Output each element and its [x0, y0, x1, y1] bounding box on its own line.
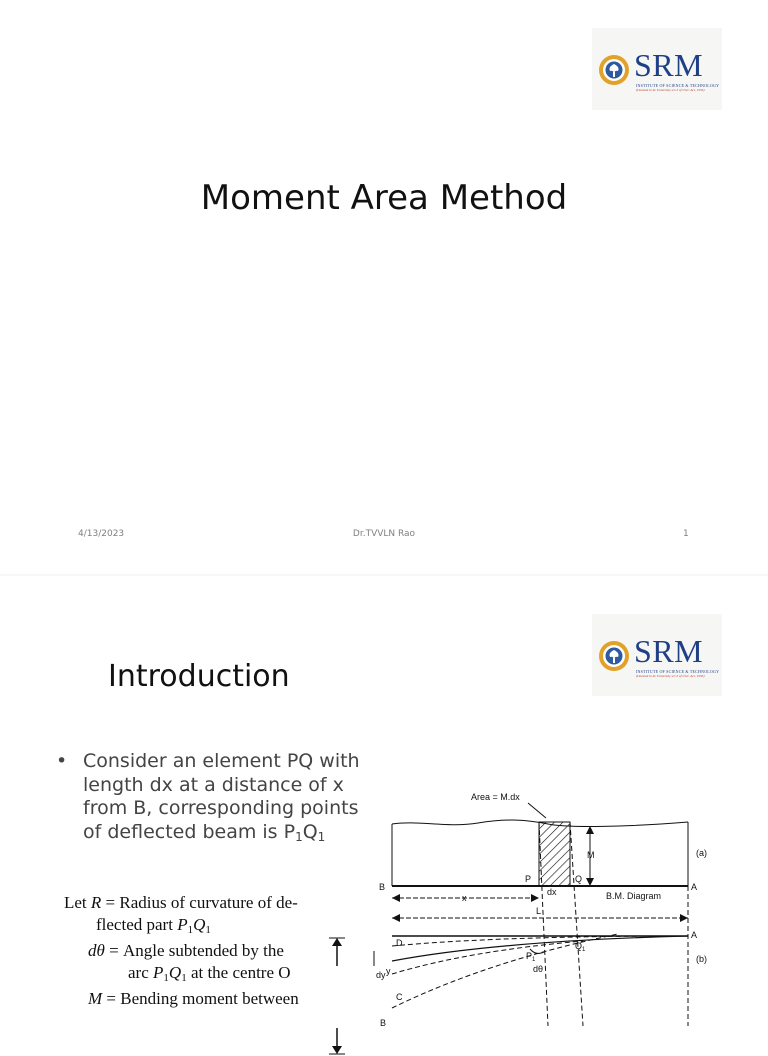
label-dy: dy	[376, 970, 386, 980]
dtheta-arc	[530, 949, 544, 953]
bullet-text: Consider an element PQ with length dx at a distance of x from B, corresponding points of deflected beam is $P_1Q_1$	[83, 750, 360, 844]
area-label: Area = M.dx	[471, 792, 520, 802]
srm-logo	[592, 614, 722, 696]
dtheta-arrows-icon	[326, 936, 348, 1056]
label-bm-diagram: B.M. Diagram	[606, 891, 662, 901]
slide-2	[0, 576, 768, 1028]
logo-subtitle: INSTITUTE OF SCIENCE & TECHNOLOGY	[636, 83, 720, 88]
logo-tagline: (Deemed to be University u/s 3 of UGC Act, 1956)	[636, 674, 705, 678]
definition-dtheta-line-1: dθ = Angle subtended by the	[88, 941, 284, 960]
definition-r-line-1: Let R = Radius of curvature of de-	[64, 893, 298, 912]
tangent-line-b	[392, 934, 618, 1008]
label-dx: dx	[547, 887, 557, 897]
label-q1: $Q_1$	[575, 941, 586, 953]
slide-title: Introduction	[108, 659, 290, 694]
logo-wordmark: SRM	[634, 47, 704, 83]
label-q: Q	[575, 874, 583, 884]
label-p: P	[525, 874, 532, 884]
logo-wordmark: SRM	[634, 633, 704, 669]
footer-page-number: 1	[683, 529, 689, 539]
label-y: y	[386, 966, 391, 976]
logo-subtitle: INSTITUTE OF SCIENCE & TECHNOLOGY	[636, 669, 720, 674]
label-b-part: (b)	[696, 954, 707, 964]
definition-r-line-2: flected part P1Q1	[96, 915, 211, 936]
label-d: D	[396, 938, 403, 948]
label-p1: $P_1$	[526, 951, 536, 963]
definition-m-line-1: M = Bending moment between	[88, 989, 299, 1008]
definition-dtheta-line-2: arc P1Q1 at the centre O	[128, 963, 291, 984]
label-b: B	[379, 882, 386, 892]
label-b2: B	[380, 1018, 387, 1028]
moment-strip-area	[539, 822, 570, 886]
tangent-line-c	[392, 941, 583, 974]
label-dtheta: dθ	[533, 964, 544, 974]
area-leader-line	[528, 803, 546, 818]
label-x: x	[462, 893, 467, 903]
label-l: L	[536, 906, 542, 916]
projection-line-q	[570, 822, 583, 1026]
label-m: M	[587, 850, 595, 860]
srm-logo	[592, 28, 722, 110]
bullet-icon: •	[56, 750, 68, 772]
label-a2: A	[691, 930, 698, 940]
label-a: A	[691, 882, 698, 892]
slide-title: Moment Area Method	[200, 178, 568, 218]
label-c: C	[396, 992, 403, 1002]
beam-diagram	[378, 786, 718, 1026]
logo-tagline: (Deemed to be University u/s 3 of UGC Act, 1956)	[636, 88, 705, 92]
deflected-beam	[392, 936, 688, 961]
footer-date: 4/13/2023	[78, 529, 125, 539]
footer-author: Dr.TVVLN Rao	[352, 529, 416, 539]
label-a-part: (a)	[696, 848, 707, 858]
